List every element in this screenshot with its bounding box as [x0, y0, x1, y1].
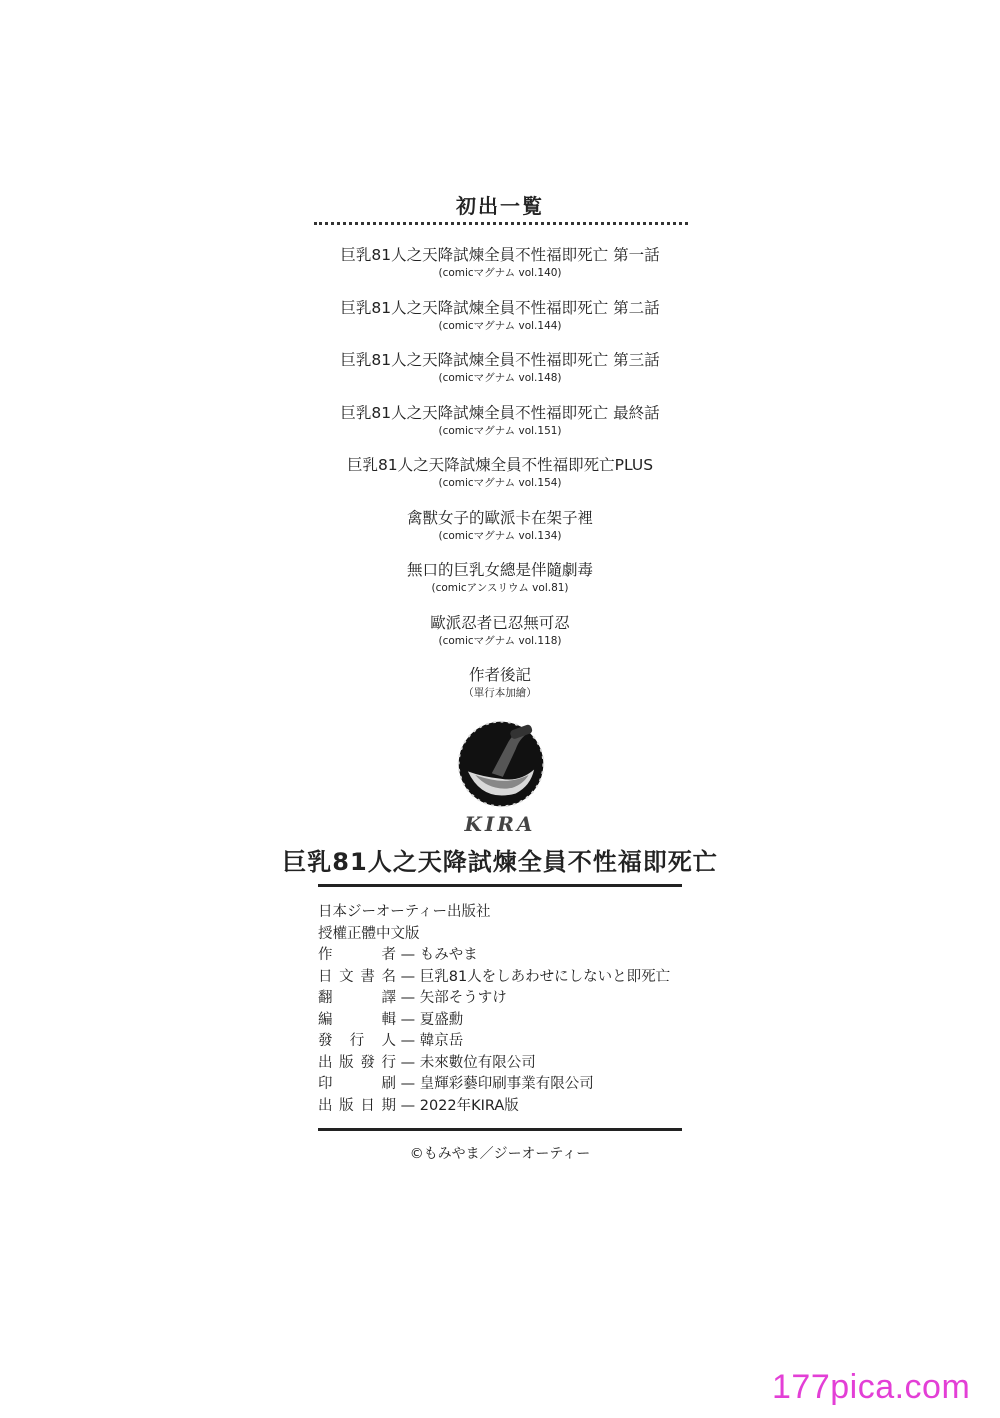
- toc-item-title: 巨乳81人之天降試煉全員不性福即死亡 第一話: [340, 246, 660, 264]
- colophon-value: もみやま: [419, 947, 478, 963]
- fan-logo-icon: [455, 718, 547, 810]
- toc-item-title: 巨乳81人之天降試煉全員不性福即死亡 第二話: [340, 298, 660, 317]
- colophon-value: 未來數位有限公司: [419, 1054, 536, 1071]
- toc-item-source: (comicアンスリウム vol.81): [431, 582, 569, 594]
- toc-item: [0, 297, 1000, 350]
- toc-item-title: 作者後記: [468, 666, 531, 684]
- publisher-logo-text: KIRA: [464, 812, 536, 836]
- colophon-value: 皇輝彩藝印刷事業有限公司: [419, 1076, 594, 1092]
- colophon-row: [318, 1096, 698, 1118]
- colophon-separator: —: [400, 1033, 416, 1049]
- toc-item-title: 巨乳81人之天降試煉全員不性福即死亡PLUS: [346, 456, 654, 474]
- colophon-separator: —: [400, 1054, 416, 1071]
- colophon-value: 巨乳81人をしあわせにしないと即死亡: [419, 968, 671, 985]
- colophon-value: 夏盛勳: [419, 1011, 464, 1028]
- colophon-label: 印 刷: [318, 1076, 396, 1092]
- toc-item-title: 無口的巨乳女總是伴隨劇毒: [406, 561, 593, 579]
- toc-item: [0, 507, 1000, 560]
- colophon-label: 翻 譯: [318, 990, 396, 1006]
- toc-item: [0, 454, 1000, 507]
- copyright: ©もみやま／ジーオーティー: [409, 1146, 591, 1162]
- colophon-row: [318, 1074, 698, 1096]
- colophon: [318, 902, 698, 1117]
- colophon-row: [318, 945, 698, 967]
- toc-item: [0, 559, 1000, 612]
- toc-item-source: （單行本加繪）: [463, 687, 537, 699]
- colophon-label: 編 輯: [318, 1011, 396, 1028]
- colophon-row: [318, 988, 698, 1010]
- publisher-line: 日本ジーオーティー出版社: [318, 904, 491, 920]
- toc-item-source: (comicマグナム vol.134): [438, 529, 562, 542]
- colophon-value: 矢部そうすけ: [419, 990, 507, 1006]
- colophon-separator: —: [400, 947, 416, 963]
- colophon-label: 作 者: [318, 947, 396, 963]
- toc-list: [0, 244, 1000, 717]
- colophon-row: [318, 1010, 698, 1032]
- toc-item-source: (comicマグナム vol.154): [438, 477, 562, 489]
- colophon-label: 日文書名: [318, 968, 396, 985]
- colophon-row: [318, 1031, 698, 1053]
- colophon-label: 發行人: [318, 1033, 396, 1049]
- colophon-label: 出版發行: [318, 1054, 396, 1071]
- toc-item: [0, 664, 1000, 717]
- toc-item-title: 禽獸女子的歐派卡在架子裡: [406, 508, 593, 527]
- license-line: 授權正體中文版: [318, 925, 420, 942]
- toc-item-source: (comicマグナム vol.148): [438, 372, 562, 384]
- colophon-row: [318, 1053, 698, 1075]
- toc-item-source: (comicマグナム vol.144): [438, 319, 562, 332]
- dotted-divider: [314, 222, 688, 231]
- toc-item: [0, 244, 1000, 297]
- toc-item: [0, 612, 1000, 665]
- divider: [318, 1128, 682, 1131]
- colophon-separator: —: [400, 968, 416, 985]
- colophon-separator: —: [400, 1076, 416, 1092]
- colophon-separator: —: [400, 1011, 416, 1028]
- book-title: 巨乳81人之天降試煉全員不性福即死亡: [282, 848, 718, 876]
- toc-heading: 初出一覧: [456, 194, 544, 218]
- toc-item-source: (comicマグナム vol.140): [438, 267, 562, 279]
- divider: [318, 884, 682, 887]
- colophon-value: 韓京岳: [419, 1033, 464, 1049]
- watermark-link[interactable]: 177pica.com: [772, 1368, 971, 1406]
- toc-item-source: (comicマグナム vol.151): [438, 424, 562, 437]
- colophon-separator: —: [400, 990, 416, 1006]
- toc-item: [0, 349, 1000, 402]
- colophon-separator: —: [400, 1097, 416, 1114]
- colophon-value: 2022年KIRA版: [419, 1097, 519, 1114]
- colophon-label: 出版日期: [318, 1097, 396, 1114]
- toc-item-title: 巨乳81人之天降試煉全員不性福即死亡 第三話: [340, 351, 660, 369]
- toc-item-title: 巨乳81人之天降試煉全員不性福即死亡 最終話: [340, 403, 660, 422]
- toc-item-source: (comicマグナム vol.118): [438, 634, 562, 647]
- colophon-row: [318, 967, 698, 989]
- toc-item-title: 歐派忍者已忍無可忍: [430, 613, 570, 632]
- toc-item: [0, 402, 1000, 455]
